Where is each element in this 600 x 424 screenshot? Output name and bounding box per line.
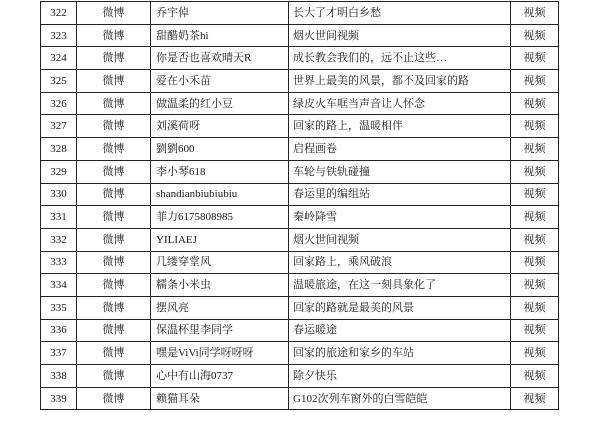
type-cell: 视频 (511, 138, 559, 161)
table-row (41, 92, 559, 115)
platform-cell: 微博 (77, 274, 151, 297)
title-cell: 回家的路上，温暖相伴 (289, 115, 511, 138)
platform-cell: 微博 (77, 365, 151, 388)
username-cell: 劉劉600 (151, 138, 289, 161)
title-cell: 春运暖途 (289, 319, 511, 342)
row-number-cell: 335 (41, 296, 77, 319)
table-row (41, 47, 559, 70)
platform-cell: 微博 (77, 387, 151, 410)
platform-cell: 微博 (77, 183, 151, 206)
row-number-cell: 332 (41, 228, 77, 251)
title-cell: 回家的路就是最美的风景 (289, 296, 511, 319)
row-number-cell: 322 (41, 2, 77, 25)
title-cell: 长大了才明白乡愁 (289, 2, 511, 25)
table-row (41, 2, 559, 25)
row-number-cell: 330 (41, 183, 77, 206)
platform-cell: 微博 (77, 92, 151, 115)
platform-cell: 微博 (77, 319, 151, 342)
table-row (41, 70, 559, 93)
title-cell: 烟火世间视频 (289, 228, 511, 251)
title-cell: 除夕快乐 (289, 365, 511, 388)
row-number-cell: 326 (41, 92, 77, 115)
platform-cell: 微博 (77, 115, 151, 138)
username-cell: 做温柔的红小豆 (151, 92, 289, 115)
row-number-cell: 323 (41, 24, 77, 47)
table-row (41, 387, 559, 410)
row-number-cell: 325 (41, 70, 77, 93)
username-cell: 甜醋奶茶hi (151, 24, 289, 47)
table-row (41, 160, 559, 183)
table-row (41, 138, 559, 161)
table-row (41, 365, 559, 388)
username-cell: shandianbiubiubiu (151, 183, 289, 206)
table-row (41, 183, 559, 206)
type-cell: 视频 (511, 365, 559, 388)
platform-cell: 微博 (77, 138, 151, 161)
platform-cell: 微博 (77, 47, 151, 70)
type-cell: 视频 (511, 115, 559, 138)
username-cell: 菲力6175808985 (151, 206, 289, 229)
type-cell: 视频 (511, 183, 559, 206)
table-row (41, 319, 559, 342)
row-number-cell: 334 (41, 274, 77, 297)
username-cell: 你是否也喜欢晴天R (151, 47, 289, 70)
row-number-cell: 338 (41, 365, 77, 388)
table-row (41, 296, 559, 319)
username-cell: YILIAEJ (151, 228, 289, 251)
type-cell: 视频 (511, 228, 559, 251)
table-row (41, 342, 559, 365)
username-cell: 嘿是ViVi同学呀呀呀 (151, 342, 289, 365)
table-body (41, 2, 559, 410)
row-number-cell: 329 (41, 160, 77, 183)
type-cell: 视频 (511, 2, 559, 25)
type-cell: 视频 (511, 342, 559, 365)
title-cell: G102次列车窗外的白雪皑皑 (289, 387, 511, 410)
row-number-cell: 339 (41, 387, 77, 410)
video-list-table (40, 1, 559, 410)
row-number-cell: 337 (41, 342, 77, 365)
table-row (41, 206, 559, 229)
type-cell: 视频 (511, 160, 559, 183)
username-cell: 保温杯里李同学 (151, 319, 289, 342)
title-cell: 绿皮火车哐当声音让人怀念 (289, 92, 511, 115)
type-cell: 视频 (511, 70, 559, 93)
title-cell: 回家路上，乘风破浪 (289, 251, 511, 274)
type-cell: 视频 (511, 319, 559, 342)
type-cell: 视频 (511, 24, 559, 47)
title-cell: 车轮与铁轨碰撞 (289, 160, 511, 183)
title-cell: 春运里的编组站 (289, 183, 511, 206)
title-cell: 温暖旅途，在这一刻具象化了 (289, 274, 511, 297)
platform-cell: 微博 (77, 342, 151, 365)
table-row (41, 24, 559, 47)
row-number-cell: 324 (41, 47, 77, 70)
title-cell: 回家的旅途和家乡的车站 (289, 342, 511, 365)
username-cell: 糯条小米虫 (151, 274, 289, 297)
username-cell: 刘溪荷呀 (151, 115, 289, 138)
table-row (41, 274, 559, 297)
platform-cell: 微博 (77, 160, 151, 183)
platform-cell: 微博 (77, 228, 151, 251)
username-cell: 爱在小禾苗 (151, 70, 289, 93)
platform-cell: 微博 (77, 251, 151, 274)
type-cell: 视频 (511, 274, 559, 297)
username-cell: 乔宇倬 (151, 2, 289, 25)
username-cell: 几缕穿堂风 (151, 251, 289, 274)
username-cell: 李小琴618 (151, 160, 289, 183)
platform-cell: 微博 (77, 206, 151, 229)
platform-cell: 微博 (77, 296, 151, 319)
row-number-cell: 327 (41, 115, 77, 138)
row-number-cell: 333 (41, 251, 77, 274)
type-cell: 视频 (511, 251, 559, 274)
table-row (41, 251, 559, 274)
row-number-cell: 331 (41, 206, 77, 229)
title-cell: 成长教会我们的，远不止这些… (289, 47, 511, 70)
title-cell: 启程画卷 (289, 138, 511, 161)
row-number-cell: 328 (41, 138, 77, 161)
title-cell: 世界上最美的风景，都不及回家的路 (289, 70, 511, 93)
username-cell: 摆风亮 (151, 296, 289, 319)
type-cell: 视频 (511, 47, 559, 70)
title-cell: 烟火世间视频 (289, 24, 511, 47)
table-row (41, 228, 559, 251)
username-cell: 心中有山海0737 (151, 365, 289, 388)
table-row (41, 115, 559, 138)
type-cell: 视频 (511, 92, 559, 115)
username-cell: 赖猫耳朵 (151, 387, 289, 410)
row-number-cell: 336 (41, 319, 77, 342)
title-cell: 秦岭降雪 (289, 206, 511, 229)
platform-cell: 微博 (77, 24, 151, 47)
type-cell: 视频 (511, 387, 559, 410)
platform-cell: 微博 (77, 2, 151, 25)
type-cell: 视频 (511, 296, 559, 319)
type-cell: 视频 (511, 206, 559, 229)
platform-cell: 微博 (77, 70, 151, 93)
